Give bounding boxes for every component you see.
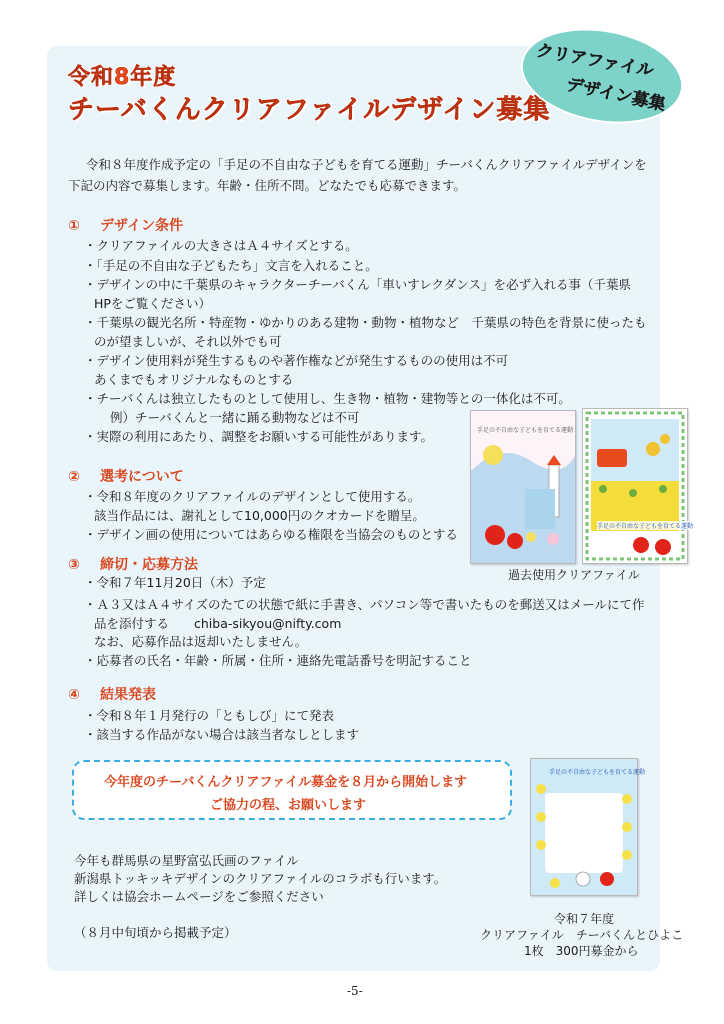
intro-line-1: 令和８年度作成予定の「手足の不自由な子どもを育てる運動」チーバくんクリアファイルデザインを	[86, 157, 647, 172]
section-2-number: ②	[68, 469, 80, 485]
footer-line: （８月中旬頃から掲載予定）	[74, 925, 237, 940]
current-file-caption-2: クリアファイル チーバくんとひよこ	[480, 928, 684, 942]
section-3-line: ・令和７年11月20日（木）予定	[84, 575, 266, 590]
current-file-caption-1: 令和７年度	[554, 912, 615, 926]
badge-text-1: クリアファイル	[534, 40, 656, 82]
past-files-caption: 過去使用クリアファイル	[508, 568, 640, 582]
section-3-heading	[68, 554, 198, 574]
section-2-line: ・デザイン画の使用についてはあらゆる権限を当協会のものとする	[84, 527, 458, 542]
section-2-line: ・令和８年度のクリアファイルのデザインとして使用する。	[84, 489, 421, 504]
section-3-line: なお、応募作品は返却いたしません。	[94, 634, 308, 649]
section-2-heading	[68, 466, 184, 486]
intro-line-2: 下記の内容で募集します。年齢・住所不問。どなたでも応募できます。	[68, 178, 467, 193]
section-1-line: 例）チーバくんと一緒に踊る動物などは不可	[110, 410, 360, 425]
section-3-line: ・Ａ３又はＡ４サイズのたての状態で紙に手書き、パソコン等で書いたものを郵送又はメールにて作	[84, 597, 645, 612]
section-3-title: 締切・応募方法	[100, 557, 198, 573]
footer-line: 今年も群馬県の星野富弘氏画のファイル	[74, 853, 299, 868]
footer-line: 詳しくは協会ホームページをご参照ください	[74, 889, 324, 904]
section-1-line: ・千葉県の観光名所・特産物・ゆかりのある建物・動物・植物など 千葉県の特色を背景に使ったも	[84, 315, 647, 330]
section-4-number: ④	[68, 687, 80, 703]
section-4-heading	[68, 684, 156, 704]
title-year: 令和8年度	[68, 65, 177, 90]
past-file-image-1	[470, 410, 576, 564]
past-file-1-label: 手足の不自由な子どもを育てる運動	[477, 427, 574, 434]
section-4-line: ・該当する作品がない場合は該当者なしとします	[84, 727, 360, 742]
section-1-line: ・「手足の不自由な子どもたち」文言を入れること。	[84, 258, 378, 273]
section-2-title: 選考について	[100, 469, 184, 485]
section-3-line: 品を添付する chiba-sikyou@nifty.com	[94, 616, 342, 631]
notice-line-1: 今年度のチーバくんクリアファイル募金を８月から開始します	[104, 775, 468, 790]
section-4-line: ・令和８年１月発行の「ともしび」にて発表	[84, 708, 335, 723]
section-1-heading	[68, 215, 183, 235]
notice-line-2: ご協力の程、お願いします	[210, 798, 367, 813]
current-file-caption-3: 1枚 300円募金から	[524, 944, 639, 958]
section-1-line: ・クリアファイルの大きさはＡ４サイズとする。	[84, 238, 358, 253]
section-1-number: ①	[68, 218, 80, 234]
badge-text-2: デザイン募集	[564, 74, 668, 116]
section-1-line: HPをご覧ください）	[94, 296, 211, 311]
footer-line: 新潟県トッキッキデザインのクリアファイルのコラボも行います。	[74, 871, 447, 886]
past-file-image-2	[582, 408, 694, 564]
section-1-line: ・チーバくんは独立したものとして使用し、生き物・植物・建物等との一体化は不可。	[84, 391, 571, 406]
page-number: -5-	[347, 984, 363, 998]
section-1-title: デザイン条件	[100, 218, 184, 234]
section-1-line: のが望ましいが、それ以外でも可	[94, 334, 282, 349]
current-file-label: 手足の不自由な子どもを育てる運動	[549, 769, 646, 776]
section-1-line: ・デザイン使用料が発生するものや著作権などが発生するものの使用は不可	[84, 353, 509, 368]
section-1-line: ・実際の利用にあたり、調整をお願いする可能性があります。	[84, 429, 434, 444]
section-1-line: あくまでもオリジナルなものとする	[94, 372, 294, 387]
section-4-title: 結果発表	[100, 687, 156, 703]
section-3-line: ・応募者の氏名・年齢・所属・住所・連絡先電話番号を明記すること	[84, 653, 472, 668]
past-file-2-label: 手足の不自由な子どもを育てる運動	[597, 523, 694, 530]
page-title: チーバくんクリアファイルデザイン募集	[68, 95, 551, 125]
current-file-image	[530, 758, 646, 896]
section-1-line: ・デザインの中に千葉県のキャラクターチーバくん「車いすレクダンス」を必ず入れる事（千葉県	[84, 277, 632, 292]
section-2-line: 該当作品には、謝礼として10,000円のクオカードを贈呈。	[94, 508, 425, 523]
section-3-number: ③	[68, 557, 80, 573]
